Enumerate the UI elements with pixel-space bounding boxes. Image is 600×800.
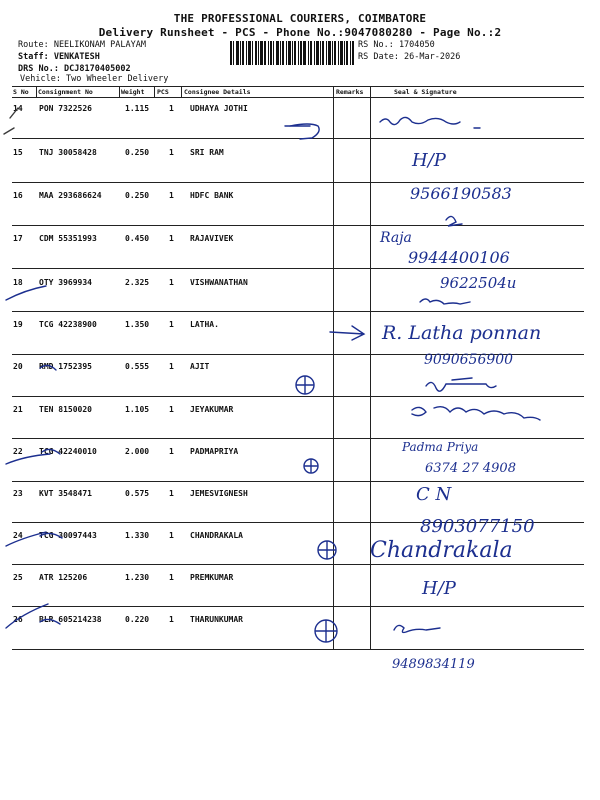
row-consignment: TNJ 30058428 <box>39 148 97 157</box>
row-consignee: CHANDRAKALA <box>190 531 243 540</box>
row-sno: 20 <box>13 362 23 371</box>
row-consignee: UDHAYA JOTHI <box>190 104 248 113</box>
row-pcs: 1 <box>169 573 174 582</box>
runsheet-subtitle: Delivery Runsheet - PCS - Phone No.:9047080280 - Page No.:2 <box>98 26 502 39</box>
handwritten-hp-25: H/P <box>422 578 456 599</box>
row-weight: 0.575 <box>125 489 150 498</box>
row-pcs: 1 <box>169 320 174 329</box>
row-weight: 0.250 <box>125 148 150 157</box>
row-pcs: 1 <box>169 104 174 113</box>
handwritten-phone-footer: 9489834119 <box>392 657 475 672</box>
rs-date: RS Date: 26-Mar-2026 <box>358 52 461 62</box>
handwritten-phone-22: 6374 27 4908 <box>425 461 516 476</box>
col-pcs: PCS <box>157 88 169 96</box>
row-consignment: TCG 30097443 <box>39 531 97 540</box>
company-title: THE PROFESSIONAL COURIERS, COIMBATORE <box>173 12 427 25</box>
row-consignment: TCG 42240010 <box>39 447 97 456</box>
row-pcs: 1 <box>169 489 174 498</box>
handwritten-name-17: Raja <box>380 230 412 246</box>
handwritten-phone-20: 9090656900 <box>424 352 514 368</box>
row-weight: 0.555 <box>125 362 150 371</box>
row-weight: 1.115 <box>125 104 150 113</box>
row-weight: 1.350 <box>125 320 150 329</box>
row-weight: 0.250 <box>125 191 150 200</box>
vehicle-label: Vehicle: Two Wheeler Delivery <box>20 74 169 84</box>
row-consignee: LATHA. <box>190 320 219 329</box>
rs-number: RS No.: 1704050 <box>358 40 435 50</box>
row-consignee: JEMESVIGNESH <box>190 489 248 498</box>
col-sno: S No <box>13 88 29 96</box>
handwritten-phone-16: 9566190583 <box>410 184 512 203</box>
row-pcs: 1 <box>169 531 174 540</box>
handwritten-initials-23: C N <box>416 484 452 505</box>
row-pcs: 1 <box>169 405 174 414</box>
row-weight: 1.230 <box>125 573 150 582</box>
drs-number: DRS No.: DCJ8170405002 <box>18 64 131 74</box>
row-consignment: KVT 3548471 <box>39 489 92 498</box>
handwritten-phone-17: 9944400106 <box>408 248 510 267</box>
col-consignee: Consignee Details <box>184 88 251 96</box>
col-remarks: Remarks <box>336 88 364 96</box>
row-consignment: MAA 293686624 <box>39 191 102 200</box>
row-pcs: 1 <box>169 362 174 371</box>
col-seal-signature: Seal & Signature <box>394 88 457 96</box>
row-sno: 14 <box>13 104 23 113</box>
row-sno: 16 <box>13 191 23 200</box>
row-pcs: 1 <box>169 234 174 243</box>
row-consignment: ATR 125206 <box>39 573 88 582</box>
row-pcs: 1 <box>169 447 174 456</box>
row-consignment: PON 7322526 <box>39 104 92 113</box>
row-consignee: HDFC BANK <box>190 191 234 200</box>
col-weight: Weight <box>121 88 145 96</box>
row-consignment: OTY 3969934 <box>39 278 92 287</box>
row-sno: 17 <box>13 234 23 243</box>
staff-label: Staff: VENKATESH <box>18 52 100 62</box>
handwritten-name-19: R. Latha ponnan <box>382 322 542 344</box>
row-consignee: VISHWANATHAN <box>190 278 248 287</box>
row-weight: 1.105 <box>125 405 150 414</box>
row-pcs: 1 <box>169 148 174 157</box>
row-weight: 0.220 <box>125 615 150 624</box>
row-consignment: RMD 1752395 <box>39 362 92 371</box>
row-pcs: 1 <box>169 278 174 287</box>
row-sno: 25 <box>13 573 23 582</box>
row-weight: 2.000 <box>125 447 150 456</box>
row-consignee: JEYAKUMAR <box>190 405 234 414</box>
row-weight: 0.450 <box>125 234 150 243</box>
row-sno: 22 <box>13 447 23 456</box>
row-sno: 15 <box>13 148 23 157</box>
handwritten-name-24: Chandrakala <box>370 538 513 563</box>
row-consignee: PADMAPRIYA <box>190 447 239 456</box>
row-consignment: BLR 605214238 <box>39 615 102 624</box>
row-sno: 26 <box>13 615 23 624</box>
row-pcs: 1 <box>169 191 174 200</box>
handwritten-phone-24: 8903077150 <box>420 516 535 537</box>
handwritten-hp-15: H/P <box>412 150 446 171</box>
row-pcs: 1 <box>169 615 174 624</box>
row-consignee: PREMKUMAR <box>190 573 234 582</box>
row-weight: 2.325 <box>125 278 150 287</box>
row-sno: 24 <box>13 531 23 540</box>
col-consignment: Consignment No <box>38 88 93 96</box>
row-sno: 21 <box>13 405 23 414</box>
row-sno: 18 <box>13 278 23 287</box>
row-consignment: TCG 42238900 <box>39 320 97 329</box>
route-label: Route: NEELIKONAM PALAYAM <box>18 40 146 50</box>
row-sno: 19 <box>13 320 23 329</box>
row-consignee: RAJAVIVEK <box>190 234 234 243</box>
row-weight: 1.330 <box>125 531 150 540</box>
row-consignee: SRI RAM <box>190 148 224 157</box>
handwritten-phone-18: 9622504u <box>440 274 517 292</box>
row-consignee: THARUNKUMAR <box>190 615 243 624</box>
row-sno: 23 <box>13 489 23 498</box>
handwritten-name-22: Padma Priya <box>402 440 479 454</box>
row-consignment: CDM 55351993 <box>39 234 97 243</box>
row-consignee: AJIT <box>190 362 210 371</box>
row-consignment: TEN 8150020 <box>39 405 92 414</box>
